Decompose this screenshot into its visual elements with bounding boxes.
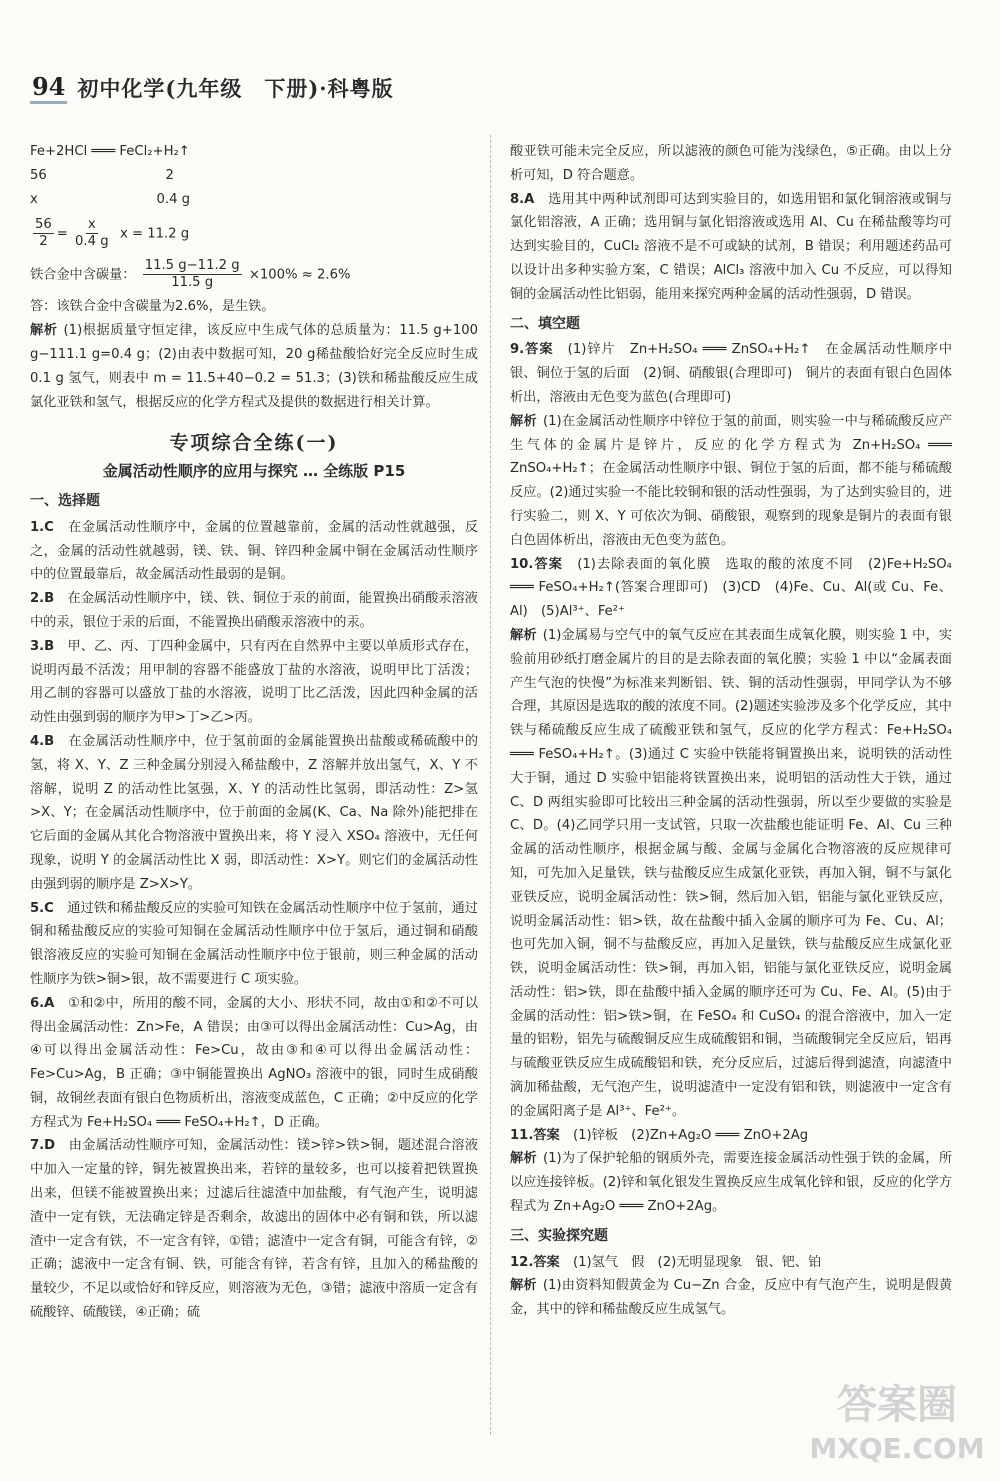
question-item: 3.B 甲、乙、丙、丁四种金属中，只有丙在自然界中主要以单质形式存在，说明丙最不活泼；用甲制的容器不能盛放丁盐的水溶液，说明甲比丁活泼；用乙制的容器可以盛放丁盐的水溶液，说明丁比乙活泼，因此四种金属的活动性由强到弱的顺序为甲>丁>乙>丙。 <box>30 638 478 726</box>
section-heading: 三、实验探究题 <box>510 1227 608 1244</box>
page-header <box>30 70 394 106</box>
question-item: 5.C 通过铁和稀盐酸反应的实验可知铁在金属活动性顺序中位于氢前，通过铜和稀盐酸反应的实验可知铜在金属活动性顺序中位于氢后，通过铜和硝酸银溶液反应的实验可知铜在金属活动性顺序中位于银前，则三种金属的活动性顺序为铁>铜>银，故不需要进行 C 项实验。 <box>30 900 479 987</box>
question-item: 7.D 由金属活动性顺序可知，金属活动性：镁>锌>铁>铜，题述混合溶液中加入一定量的锌，铜先被置换出来，若锌的量较多，也可以接着把铁置换出来，但镁不能被置换出来；过滤后往滤渣中加盐酸，有气泡产生，说明滤渣中一定有铁，无法确定锌是否剩余，故滤出的固体中必有铜和铁，所以滤渣中一定含有铁，不一定含有锌，①错；滤渣中一定含有铜，可能含有锌，②正确；滤液中一定含有铜、铁，可能含有锌，若含有锌，且加入的稀盐酸的量较少，不足以或恰好和锌反应，则溶液为无色，③错；滤液中溶质一定含有硫酸锌、硫酸镁，④正确；硫 <box>30 1138 479 1321</box>
equation-unknown-line: x 0.4 g <box>30 191 191 207</box>
fraction: $\frac{x}{0.4 g}$ <box>75 217 109 250</box>
continued-text: 酸亚铁可能未完全反应，所以滤液的颜色可能为浅绿色，⑤正确。由以上分析可知，D 符合题意。 <box>510 144 952 183</box>
analysis-block: 解析 (1)在金属活动性顺序中锌位于氢的前面，则实验一中与稀硫酸反应产生气体的金属片是锌片，反应的化学方程式为 Zn+H₂SO₄ ═══ ZnSO₄+H₂↑；在金属活动性顺序中银、铜位于氢的后面，都不能与稀硫酸反应。(2)通过实验一不能比较铜和银的活动性强弱，为了达到实验目的，进行实验二，则 X、Y 可依次为铜、硝酸银，观察到的现象是铜片的表面有银白色固体析出，溶液由无色变为蓝色。 <box>510 413 953 548</box>
page-number: 94 <box>30 72 67 104</box>
answer-item: 12.答案 (1)氢气 假 (2)无明显现象 银、钯、铂 <box>510 1254 822 1270</box>
answer-line: 答：该铁合金中含碳量为2.6%，是生铁。 <box>30 299 275 315</box>
analysis-block: 解析 (1)为了保护轮船的钢质外壳，需要连接金属活动性强于铁的金属，所以应连接锌板。(2)锌和氧化银发生置换反应生成氧化锌和银，反应的化学方程式为 Zn+Ag₂O ═══ ZnO+2Ag。 <box>510 1151 953 1215</box>
section-title: 专项综合全练(一) <box>169 432 339 455</box>
answer-item: 11.答案 (1)锌板 (2)Zn+Ag₂O ═══ ZnO+2Ag <box>510 1127 809 1143</box>
book-title: 初中化学(九年级 下册)·科粤版 <box>77 76 394 101</box>
watermark-logo: 答案圈 MXQE.COM <box>809 1382 985 1465</box>
proportion-line: $\frac{56}{2}$ = $\frac{x}{0.4 g}$ x = 11.2 g <box>35 217 190 250</box>
answer-item: 9.答案 (1)锌片 Zn+H₂SO₄ ═══ ZnSO₄+H₂↑ 在金属活动性顺序中银、铜位于氢的后面 (2)铜、硝酸银(合理即可) 铜片的表面有银白色固体析出，溶液由无色变为蓝色(合理即可) <box>510 342 953 405</box>
fraction: $\frac{11.5 g-11.2 g}{11.5 g}$ <box>144 258 240 291</box>
question-item: 4.B 在金属活动性顺序中，位于氢前面的金属能置换出盐酸或稀硫酸中的氢，将 X、Y、Z 三种金属分别浸入稀盐酸中，Z 溶解并放出氢气，X、Y 不溶解，说明 Z 的活动性比氢强，X、Y 的活动性比氢弱，即活动性：Z>氢>X、Y；在金属活动性顺序中，位于前面的金属(K、Ca、Na 除外)能把排在它后面的金属从其化合物溶液中置换出来，将 Y 浸入 XSO₄ 溶液中，无任何现象，说明 Y 的金属活动性比 X 弱，即活动性：X>Y。则它们的金属活动性由强到弱的顺序是 Z>X>Y。 <box>30 733 479 892</box>
section-heading: 一、选择题 <box>30 492 100 509</box>
analysis-block: 解析 (1)由资料知假黄金为 Cu−Zn 合金，反应中有气泡产生，说明是假黄金，其中的锌和稀盐酸反应生成氢气。 <box>510 1278 953 1318</box>
fraction: $\frac{56}{2}$ <box>35 217 52 250</box>
column-divider <box>490 135 491 1435</box>
equation-mass-line: 56 2 <box>30 167 174 183</box>
equation-line: Fe+2HCl ═══ FeCl₂+H₂↑ <box>30 144 190 159</box>
answer-item: 10.答案 (1)去除表面的氧化膜 选取的酸的浓度不同 (2)Fe+H₂SO₄ ═══ FeSO₄+H₂↑(答案合理即可) (3)CD (4)Fe、Cu、Al(或 Cu、Fe、Al) (5)Al³⁺、Fe²⁺ <box>510 556 952 620</box>
solution-value: x = 11.2 g <box>119 226 190 242</box>
section-subtitle: 金属活动性顺序的应用与探究 … 全练版 P15 <box>102 462 406 481</box>
question-item: 8.A 选用其中两种试剂即可达到实验目的，如选用铝和氯化铜溶液或铜与氯化铝溶液，A 正确；选用铜与氯化铝溶液或选用 Al、Cu 在稀盐酸等均可达到实验目的，CuCl₂ 溶液不是不可或缺的试剂，B 错误；利用题述药品可以设计出多种实验方案，C 错误；AlCl₃ 溶液中加入 Cu 不反应，可以得知铜的金属活动性比铝弱，能用来探究两种金属的活动性强弱，D 错误。 <box>510 191 953 302</box>
question-item: 2.B 在金属活动性顺序中，镁、铁、铜位于汞的前面，能置换出硝酸汞溶液中的汞，银位于汞的后面，不能置换出硝酸汞溶液中的汞。 <box>30 591 478 630</box>
question-item: 1.C 在金属活动性顺序中，金属的位置越靠前，金属的活动性就越强，反之，金属的活动性就越弱，镁、铁、铜、锌四种金属中铜在金属活动性顺序中的位置最靠后，故金属活动性最弱的是铜。 <box>30 519 479 583</box>
section-heading: 二、填空题 <box>510 315 580 332</box>
right-column <box>510 140 952 1322</box>
carbon-content-line: 铁合金中含碳量： $\frac{11.5 g-11.2 g}{11.5 g}$ ×100% ≈ 2.6% <box>30 258 351 291</box>
analysis-block: 解析 (1)金属易与空气中的氧气反应在其表面生成氧化膜，则实验 1 中，实验前用砂纸打磨金属片的目的是去除表面的氧化膜；实验 1 中以“金属表面产生气泡的快慢”为标准来判断铝、铁、铜的活动性强弱，甲同学认为不够合理，其原因是选取的酸的浓度不同。(2)题述实验涉及多个化学反应，其中铁与稀硫酸反应生成了硫酸亚铁和氢气，反应的化学方程式：Fe+H₂SO₄ ═══ FeSO₄+H₂↑。(3)通过 C 实验中铁能将铜置换出来，说明铁的活动性大于铜，通过 D 实验中铝能将铁置换出来，说明铝的活动性大于铁，通过 C、D 两组实验即可比较出三种金属的活动性强弱，所以至少要做的实验是 C、D。(4)乙同学只用一支试管，只取一次盐酸也能证明 Fe、Al、Cu 三种金属的活动性顺序，根据金属与酸、金属与金属化合物溶液的反应规律可知，可先加入足量铁，铁与盐酸反应生成氯化亚铁，再加入铜，铜不与氯化亚铁反应，说明金属活动性：铁>铜，然后加入铝，铝能与氯化亚铁反应，说明金属活动性：铝>铁，故在盐酸中插入金属的顺序可为 Fe、Cu、Al；也可先加入铜，铜不与盐酸反应，再加入足量铁，铁与盐酸反应生成氯化亚铁，说明金属活动性：铁>铜，再加入铝，铝能与氯化亚铁反应，说明金属活动性：铝>铁，即在盐酸中插入金属的顺序还可为 Cu、Fe、Al。(5)由于金属的活动性：铝>铁>铜，在 FeSO₄ 和 CuSO₄ 的混合溶液中，加入一定量的铝粉，铝先与硫酸铜反应生成硫酸铝和铜，当硫酸铜完全反应后，铝再与硫酸亚铁反应生成硫酸铝和铁，充分反应后，过滤后得到滤渣，向滤渣中滴加稀盐酸，无气泡产生，说明滤渣中一定没有铝和铁，则滤液中一定含有的金属阳离子是 Al³⁺、Fe²⁺。 <box>510 627 953 1119</box>
question-item: 6.A ①和②中，所用的酸不同，金属的大小、形状不同，故由①和②不可以得出金属活动性：Zn>Fe，A 错误；由③可以得出金属活动性：Cu>Ag，由④可以得出金属活动性：Fe>Cu，故由③和④可以得出金属活动性：Fe>Cu>Ag，B 正确；③中铜能置换出 AgNO₃ 溶液中的银，同时生成硝酸铜，故铜丝表面有银白色物质析出，溶液变成蓝色，C 正确；②中反应的化学方程式为 Fe+H₂SO₄ ═══ FeSO₄+H₂↑，D 正确。 <box>30 995 479 1130</box>
left-column <box>30 140 478 1325</box>
analysis-block: 解析 (1)根据质量守恒定律，该反应中生成气体的总质量为：11.5 g+100 g−111.1 g=0.4 g；(2)由表中数据可知，20 g稀盐酸恰好完全反应时生成 0.1 g 氢气，则表中 m = 11.5+40−0.2 = 51.3；(3)铁和稀盐酸反应生成氯化亚铁和氢气，根据反应的化学方程式及提供的数据进行相关计算。 <box>30 323 479 410</box>
analysis-tag: 解析 <box>30 323 58 339</box>
